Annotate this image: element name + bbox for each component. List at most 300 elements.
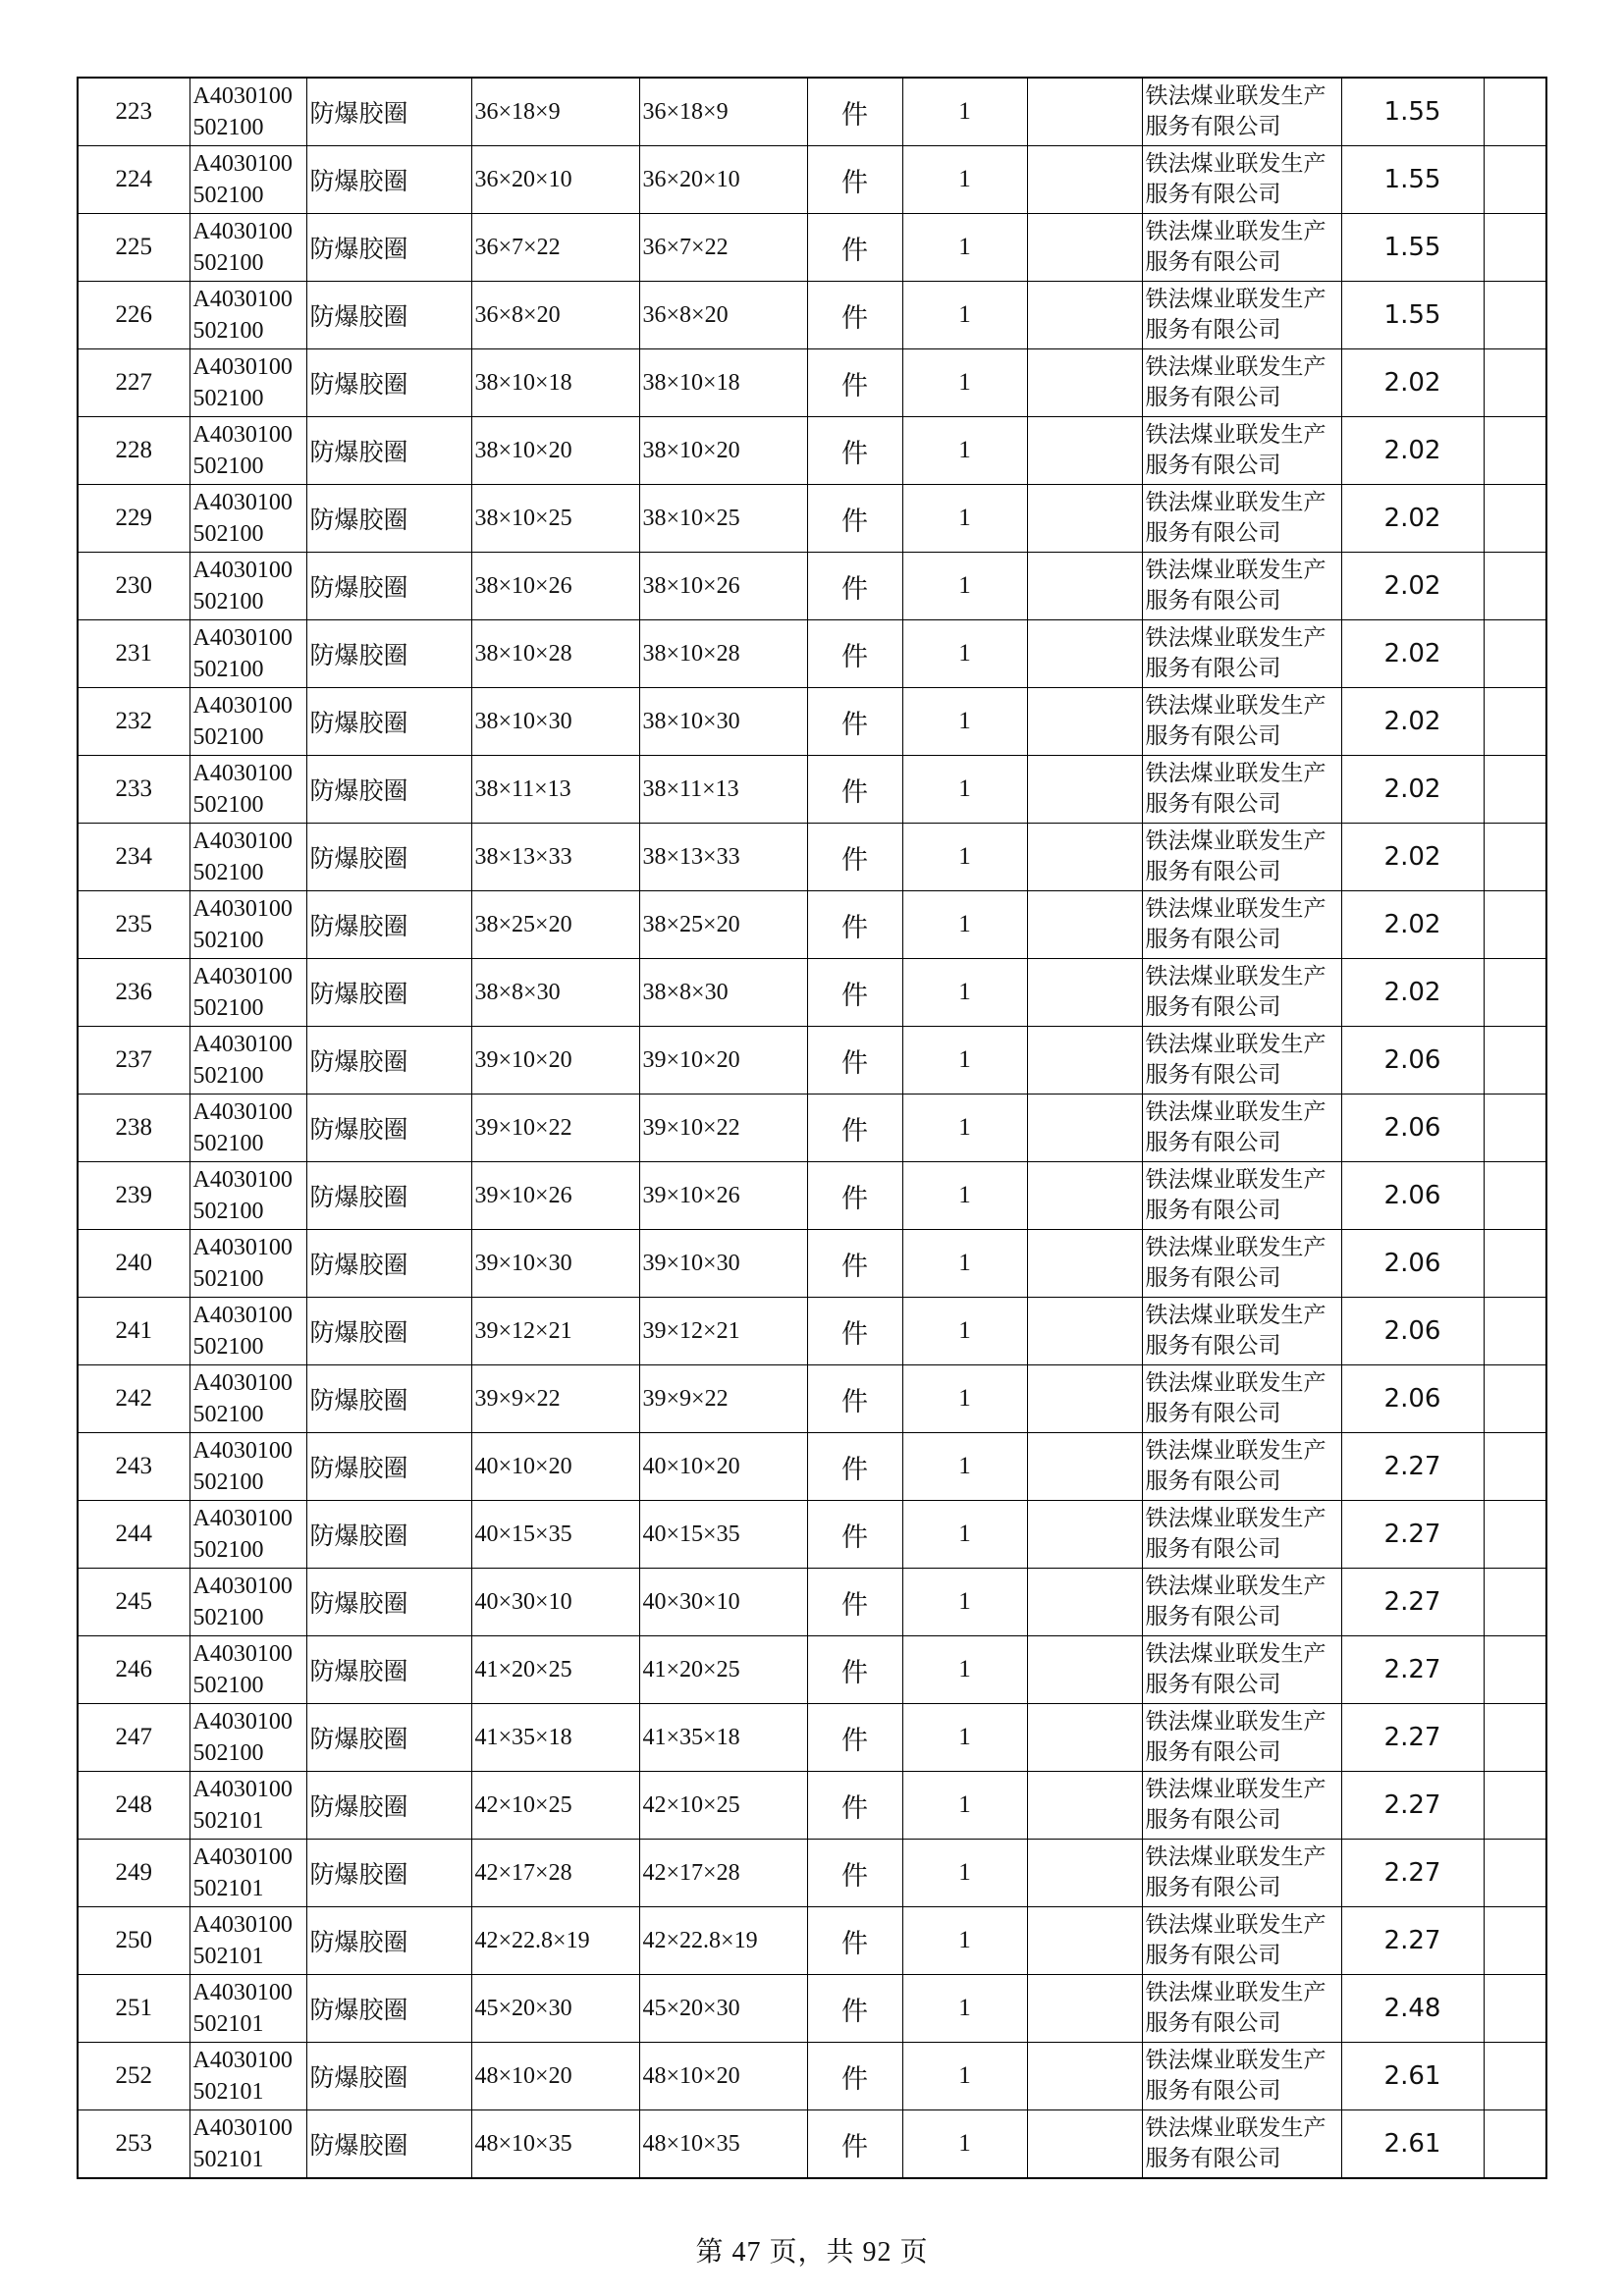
model-cell: 38×10×28 — [639, 620, 807, 688]
supplier-cell: 铁法煤业联发生产服务有限公司 — [1142, 1704, 1341, 1772]
specification-cell: 38×10×25 — [471, 485, 639, 553]
material-code-cell: A4030100502100 — [189, 620, 306, 688]
supplier-cell: 铁法煤业联发生产服务有限公司 — [1142, 146, 1341, 214]
material-code-cell: A4030100502100 — [189, 1027, 306, 1095]
price-table — [77, 77, 1547, 2179]
table-row — [78, 824, 1546, 891]
material-code-cell: A4030100502100 — [189, 485, 306, 553]
specification-cell: 36×18×9 — [471, 78, 639, 146]
price-cell: 2.02 — [1341, 417, 1484, 485]
material-name-cell: 防爆胶圈 — [306, 282, 471, 349]
row-number-cell: 225 — [78, 214, 189, 282]
supplier-cell: 铁法煤业联发生产服务有限公司 — [1142, 688, 1341, 756]
specification-cell: 45×20×30 — [471, 1975, 639, 2043]
remark-cell — [1484, 959, 1546, 1027]
material-code-cell: A4030100502100 — [189, 1704, 306, 1772]
material-code-cell: A4030100502101 — [189, 1907, 306, 1975]
quantity-cell: 1 — [902, 1907, 1027, 1975]
specification-cell: 41×35×18 — [471, 1704, 639, 1772]
empty-cell — [1027, 1704, 1142, 1772]
quantity-cell: 1 — [902, 1365, 1027, 1433]
remark-cell — [1484, 146, 1546, 214]
row-number-cell: 232 — [78, 688, 189, 756]
table-row — [78, 1636, 1546, 1704]
row-number-cell: 244 — [78, 1501, 189, 1569]
quantity-cell: 1 — [902, 1027, 1027, 1095]
empty-cell — [1027, 620, 1142, 688]
remark-cell — [1484, 214, 1546, 282]
specification-cell: 39×10×26 — [471, 1162, 639, 1230]
unit-cell: 件 — [807, 553, 902, 620]
material-code-cell: A4030100502100 — [189, 1230, 306, 1298]
model-cell: 38×10×26 — [639, 553, 807, 620]
row-number-cell: 226 — [78, 282, 189, 349]
material-code-cell: A4030100502100 — [189, 891, 306, 959]
unit-cell: 件 — [807, 2110, 902, 2179]
material-code-cell: A4030100502100 — [189, 688, 306, 756]
model-cell: 36×8×20 — [639, 282, 807, 349]
price-cell: 2.06 — [1341, 1365, 1484, 1433]
material-name-cell: 防爆胶圈 — [306, 1704, 471, 1772]
material-code-cell: A4030100502100 — [189, 1501, 306, 1569]
price-cell: 2.02 — [1341, 688, 1484, 756]
remark-cell — [1484, 485, 1546, 553]
supplier-cell: 铁法煤业联发生产服务有限公司 — [1142, 1095, 1341, 1162]
material-code-cell: A4030100502100 — [189, 78, 306, 146]
specification-cell: 39×10×20 — [471, 1027, 639, 1095]
material-name-cell: 防爆胶圈 — [306, 620, 471, 688]
material-name-cell: 防爆胶圈 — [306, 1298, 471, 1365]
unit-cell: 件 — [807, 1907, 902, 1975]
quantity-cell: 1 — [902, 485, 1027, 553]
remark-cell — [1484, 1095, 1546, 1162]
model-cell: 39×10×20 — [639, 1027, 807, 1095]
unit-cell: 件 — [807, 959, 902, 1027]
unit-cell: 件 — [807, 1365, 902, 1433]
table-row — [78, 214, 1546, 282]
unit-cell: 件 — [807, 1772, 902, 1840]
remark-cell — [1484, 1162, 1546, 1230]
quantity-cell: 1 — [902, 2110, 1027, 2179]
empty-cell — [1027, 2043, 1142, 2110]
price-cell: 2.27 — [1341, 1840, 1484, 1907]
material-code-cell: A4030100502101 — [189, 1772, 306, 1840]
material-name-cell: 防爆胶圈 — [306, 1027, 471, 1095]
supplier-cell: 铁法煤业联发生产服务有限公司 — [1142, 553, 1341, 620]
remark-cell — [1484, 1704, 1546, 1772]
unit-cell: 件 — [807, 1704, 902, 1772]
row-number-cell: 248 — [78, 1772, 189, 1840]
remark-cell — [1484, 417, 1546, 485]
material-name-cell: 防爆胶圈 — [306, 1975, 471, 2043]
unit-cell: 件 — [807, 78, 902, 146]
quantity-cell: 1 — [902, 417, 1027, 485]
material-name-cell: 防爆胶圈 — [306, 824, 471, 891]
empty-cell — [1027, 349, 1142, 417]
unit-cell: 件 — [807, 1433, 902, 1501]
price-cell: 2.27 — [1341, 1907, 1484, 1975]
material-name-cell: 防爆胶圈 — [306, 1772, 471, 1840]
supplier-cell: 铁法煤业联发生产服务有限公司 — [1142, 2043, 1341, 2110]
unit-cell: 件 — [807, 282, 902, 349]
specification-cell: 38×13×33 — [471, 824, 639, 891]
model-cell: 40×10×20 — [639, 1433, 807, 1501]
supplier-cell: 铁法煤业联发生产服务有限公司 — [1142, 78, 1341, 146]
specification-cell: 42×10×25 — [471, 1772, 639, 1840]
price-cell: 2.02 — [1341, 891, 1484, 959]
remark-cell — [1484, 1636, 1546, 1704]
empty-cell — [1027, 417, 1142, 485]
supplier-cell: 铁法煤业联发生产服务有限公司 — [1142, 1975, 1341, 2043]
row-number-cell: 230 — [78, 553, 189, 620]
unit-cell: 件 — [807, 688, 902, 756]
price-cell: 1.55 — [1341, 146, 1484, 214]
table-row — [78, 1772, 1546, 1840]
model-cell: 40×30×10 — [639, 1569, 807, 1636]
model-cell: 41×35×18 — [639, 1704, 807, 1772]
row-number-cell: 233 — [78, 756, 189, 824]
quantity-cell: 1 — [902, 1772, 1027, 1840]
material-code-cell: A4030100502100 — [189, 1162, 306, 1230]
model-cell: 39×10×22 — [639, 1095, 807, 1162]
quantity-cell: 1 — [902, 78, 1027, 146]
supplier-cell: 铁法煤业联发生产服务有限公司 — [1142, 417, 1341, 485]
remark-cell — [1484, 1840, 1546, 1907]
supplier-cell: 铁法煤业联发生产服务有限公司 — [1142, 1230, 1341, 1298]
quantity-cell: 1 — [902, 756, 1027, 824]
price-cell: 2.48 — [1341, 1975, 1484, 2043]
remark-cell — [1484, 1230, 1546, 1298]
price-cell: 2.06 — [1341, 1162, 1484, 1230]
material-name-cell: 防爆胶圈 — [306, 1365, 471, 1433]
unit-cell: 件 — [807, 1975, 902, 2043]
unit-cell: 件 — [807, 349, 902, 417]
remark-cell — [1484, 1365, 1546, 1433]
empty-cell — [1027, 824, 1142, 891]
specification-cell: 41×20×25 — [471, 1636, 639, 1704]
material-name-cell: 防爆胶圈 — [306, 417, 471, 485]
supplier-cell: 铁法煤业联发生产服务有限公司 — [1142, 1772, 1341, 1840]
quantity-cell: 1 — [902, 1569, 1027, 1636]
empty-cell — [1027, 1095, 1142, 1162]
quantity-cell: 1 — [902, 282, 1027, 349]
unit-cell: 件 — [807, 1095, 902, 1162]
model-cell: 38×10×18 — [639, 349, 807, 417]
table-row — [78, 2043, 1546, 2110]
specification-cell: 38×11×13 — [471, 756, 639, 824]
supplier-cell: 铁法煤业联发生产服务有限公司 — [1142, 214, 1341, 282]
supplier-cell: 铁法煤业联发生产服务有限公司 — [1142, 1365, 1341, 1433]
price-cell: 2.06 — [1341, 1230, 1484, 1298]
table-row — [78, 1704, 1546, 1772]
row-number-cell: 231 — [78, 620, 189, 688]
supplier-cell: 铁法煤业联发生产服务有限公司 — [1142, 959, 1341, 1027]
empty-cell — [1027, 756, 1142, 824]
model-cell: 38×13×33 — [639, 824, 807, 891]
price-cell: 2.06 — [1341, 1095, 1484, 1162]
table-row — [78, 1975, 1546, 2043]
quantity-cell: 1 — [902, 2043, 1027, 2110]
row-number-cell: 250 — [78, 1907, 189, 1975]
empty-cell — [1027, 553, 1142, 620]
price-cell: 2.27 — [1341, 1704, 1484, 1772]
quantity-cell: 1 — [902, 891, 1027, 959]
empty-cell — [1027, 1569, 1142, 1636]
supplier-cell: 铁法煤业联发生产服务有限公司 — [1142, 349, 1341, 417]
unit-cell: 件 — [807, 1230, 902, 1298]
specification-cell: 39×9×22 — [471, 1365, 639, 1433]
table-row — [78, 756, 1546, 824]
model-cell: 36×18×9 — [639, 78, 807, 146]
row-number-cell: 253 — [78, 2110, 189, 2179]
table-row — [78, 1365, 1546, 1433]
table-row — [78, 1162, 1546, 1230]
table-row — [78, 1569, 1546, 1636]
empty-cell — [1027, 1027, 1142, 1095]
model-cell: 38×25×20 — [639, 891, 807, 959]
specification-cell: 38×10×18 — [471, 349, 639, 417]
unit-cell: 件 — [807, 620, 902, 688]
row-number-cell: 236 — [78, 959, 189, 1027]
unit-cell: 件 — [807, 1569, 902, 1636]
specification-cell: 38×25×20 — [471, 891, 639, 959]
row-number-cell: 247 — [78, 1704, 189, 1772]
model-cell: 48×10×20 — [639, 2043, 807, 2110]
row-number-cell: 239 — [78, 1162, 189, 1230]
table-row — [78, 688, 1546, 756]
price-cell: 2.02 — [1341, 349, 1484, 417]
price-cell: 2.02 — [1341, 620, 1484, 688]
remark-cell — [1484, 78, 1546, 146]
supplier-cell: 铁法煤业联发生产服务有限公司 — [1142, 1501, 1341, 1569]
specification-cell: 40×10×20 — [471, 1433, 639, 1501]
quantity-cell: 1 — [902, 553, 1027, 620]
material-code-cell: A4030100502100 — [189, 214, 306, 282]
specification-cell: 36×20×10 — [471, 146, 639, 214]
material-name-cell: 防爆胶圈 — [306, 485, 471, 553]
material-code-cell: A4030100502100 — [189, 1636, 306, 1704]
model-cell: 39×12×21 — [639, 1298, 807, 1365]
row-number-cell: 241 — [78, 1298, 189, 1365]
row-number-cell: 228 — [78, 417, 189, 485]
remark-cell — [1484, 1501, 1546, 1569]
material-name-cell: 防爆胶圈 — [306, 2043, 471, 2110]
model-cell: 48×10×35 — [639, 2110, 807, 2179]
table-row — [78, 1907, 1546, 1975]
table-body — [78, 78, 1546, 2178]
material-code-cell: A4030100502100 — [189, 1569, 306, 1636]
material-name-cell: 防爆胶圈 — [306, 1840, 471, 1907]
material-name-cell: 防爆胶圈 — [306, 2110, 471, 2179]
model-cell: 36×7×22 — [639, 214, 807, 282]
table-row — [78, 2110, 1546, 2179]
empty-cell — [1027, 282, 1142, 349]
quantity-cell: 1 — [902, 214, 1027, 282]
quantity-cell: 1 — [902, 1975, 1027, 2043]
specification-cell: 38×10×30 — [471, 688, 639, 756]
remark-cell — [1484, 553, 1546, 620]
price-cell: 2.02 — [1341, 959, 1484, 1027]
price-cell: 2.61 — [1341, 2110, 1484, 2179]
model-cell: 36×20×10 — [639, 146, 807, 214]
row-number-cell: 242 — [78, 1365, 189, 1433]
row-number-cell: 246 — [78, 1636, 189, 1704]
material-code-cell: A4030100502101 — [189, 2110, 306, 2179]
remark-cell — [1484, 349, 1546, 417]
price-cell: 1.55 — [1341, 78, 1484, 146]
remark-cell — [1484, 756, 1546, 824]
unit-cell: 件 — [807, 2043, 902, 2110]
unit-cell: 件 — [807, 214, 902, 282]
material-name-cell: 防爆胶圈 — [306, 891, 471, 959]
specification-cell: 39×10×22 — [471, 1095, 639, 1162]
unit-cell: 件 — [807, 1027, 902, 1095]
material-code-cell: A4030100502100 — [189, 282, 306, 349]
supplier-cell: 铁法煤业联发生产服务有限公司 — [1142, 282, 1341, 349]
material-name-cell: 防爆胶圈 — [306, 1501, 471, 1569]
empty-cell — [1027, 146, 1142, 214]
empty-cell — [1027, 891, 1142, 959]
quantity-cell: 1 — [902, 959, 1027, 1027]
remark-cell — [1484, 1298, 1546, 1365]
table-row — [78, 282, 1546, 349]
quantity-cell: 1 — [902, 1501, 1027, 1569]
page-number-footer: 第 47 页，共 92 页 — [695, 2237, 929, 2268]
specification-cell: 40×30×10 — [471, 1569, 639, 1636]
unit-cell: 件 — [807, 1298, 902, 1365]
material-name-cell: 防爆胶圈 — [306, 1230, 471, 1298]
material-code-cell: A4030100502100 — [189, 553, 306, 620]
specification-cell: 39×10×30 — [471, 1230, 639, 1298]
remark-cell — [1484, 1433, 1546, 1501]
empty-cell — [1027, 485, 1142, 553]
material-name-cell: 防爆胶圈 — [306, 1095, 471, 1162]
material-code-cell: A4030100502100 — [189, 146, 306, 214]
supplier-cell: 铁法煤业联发生产服务有限公司 — [1142, 891, 1341, 959]
model-cell: 38×11×13 — [639, 756, 807, 824]
row-number-cell: 238 — [78, 1095, 189, 1162]
price-cell: 2.02 — [1341, 824, 1484, 891]
specification-cell: 36×7×22 — [471, 214, 639, 282]
unit-cell: 件 — [807, 1840, 902, 1907]
material-name-cell: 防爆胶圈 — [306, 146, 471, 214]
supplier-cell: 铁法煤业联发生产服务有限公司 — [1142, 1907, 1341, 1975]
material-name-cell: 防爆胶圈 — [306, 1636, 471, 1704]
unit-cell: 件 — [807, 1162, 902, 1230]
row-number-cell: 243 — [78, 1433, 189, 1501]
specification-cell: 48×10×20 — [471, 2043, 639, 2110]
price-cell: 2.27 — [1341, 1636, 1484, 1704]
empty-cell — [1027, 1365, 1142, 1433]
empty-cell — [1027, 1162, 1142, 1230]
row-number-cell: 223 — [78, 78, 189, 146]
material-name-cell: 防爆胶圈 — [306, 756, 471, 824]
quantity-cell: 1 — [902, 1162, 1027, 1230]
supplier-cell: 铁法煤业联发生产服务有限公司 — [1142, 824, 1341, 891]
price-cell: 1.55 — [1341, 214, 1484, 282]
empty-cell — [1027, 2110, 1142, 2179]
empty-cell — [1027, 959, 1142, 1027]
price-cell: 2.06 — [1341, 1027, 1484, 1095]
material-name-cell: 防爆胶圈 — [306, 553, 471, 620]
table-row — [78, 891, 1546, 959]
model-cell: 42×22.8×19 — [639, 1907, 807, 1975]
model-cell: 39×9×22 — [639, 1365, 807, 1433]
price-cell: 2.27 — [1341, 1433, 1484, 1501]
price-cell: 2.27 — [1341, 1501, 1484, 1569]
remark-cell — [1484, 1975, 1546, 2043]
remark-cell — [1484, 2110, 1546, 2179]
quantity-cell: 1 — [902, 688, 1027, 756]
row-number-cell: 237 — [78, 1027, 189, 1095]
row-number-cell: 224 — [78, 146, 189, 214]
material-code-cell: A4030100502100 — [189, 824, 306, 891]
supplier-cell: 铁法煤业联发生产服务有限公司 — [1142, 1840, 1341, 1907]
unit-cell: 件 — [807, 1636, 902, 1704]
material-name-cell: 防爆胶圈 — [306, 78, 471, 146]
quantity-cell: 1 — [902, 1095, 1027, 1162]
remark-cell — [1484, 688, 1546, 756]
supplier-cell: 铁法煤业联发生产服务有限公司 — [1142, 485, 1341, 553]
remark-cell — [1484, 620, 1546, 688]
material-code-cell: A4030100502101 — [189, 2043, 306, 2110]
model-cell: 42×17×28 — [639, 1840, 807, 1907]
material-name-cell: 防爆胶圈 — [306, 1907, 471, 1975]
material-code-cell: A4030100502101 — [189, 1840, 306, 1907]
remark-cell — [1484, 1569, 1546, 1636]
table-row — [78, 553, 1546, 620]
remark-cell — [1484, 891, 1546, 959]
remark-cell — [1484, 1772, 1546, 1840]
supplier-cell: 铁法煤业联发生产服务有限公司 — [1142, 2110, 1341, 2179]
empty-cell — [1027, 1772, 1142, 1840]
material-name-cell: 防爆胶圈 — [306, 688, 471, 756]
supplier-cell: 铁法煤业联发生产服务有限公司 — [1142, 1162, 1341, 1230]
unit-cell: 件 — [807, 485, 902, 553]
quantity-cell: 1 — [902, 1433, 1027, 1501]
table-row — [78, 78, 1546, 146]
quantity-cell: 1 — [902, 1704, 1027, 1772]
remark-cell — [1484, 2043, 1546, 2110]
specification-cell: 38×8×30 — [471, 959, 639, 1027]
price-cell: 2.02 — [1341, 553, 1484, 620]
model-cell: 40×15×35 — [639, 1501, 807, 1569]
material-code-cell: A4030100502101 — [189, 1975, 306, 2043]
table-row — [78, 1027, 1546, 1095]
table-row — [78, 620, 1546, 688]
model-cell: 41×20×25 — [639, 1636, 807, 1704]
specification-cell: 39×12×21 — [471, 1298, 639, 1365]
quantity-cell: 1 — [902, 1230, 1027, 1298]
model-cell: 45×20×30 — [639, 1975, 807, 2043]
row-number-cell: 252 — [78, 2043, 189, 2110]
row-number-cell: 235 — [78, 891, 189, 959]
empty-cell — [1027, 214, 1142, 282]
material-name-cell: 防爆胶圈 — [306, 1433, 471, 1501]
specification-cell: 42×17×28 — [471, 1840, 639, 1907]
price-cell: 2.27 — [1341, 1772, 1484, 1840]
row-number-cell: 234 — [78, 824, 189, 891]
row-number-cell: 240 — [78, 1230, 189, 1298]
quantity-cell: 1 — [902, 824, 1027, 891]
material-code-cell: A4030100502100 — [189, 1433, 306, 1501]
material-code-cell: A4030100502100 — [189, 1298, 306, 1365]
empty-cell — [1027, 1636, 1142, 1704]
supplier-cell: 铁法煤业联发生产服务有限公司 — [1142, 1636, 1341, 1704]
unit-cell: 件 — [807, 824, 902, 891]
specification-cell: 38×10×28 — [471, 620, 639, 688]
remark-cell — [1484, 1027, 1546, 1095]
